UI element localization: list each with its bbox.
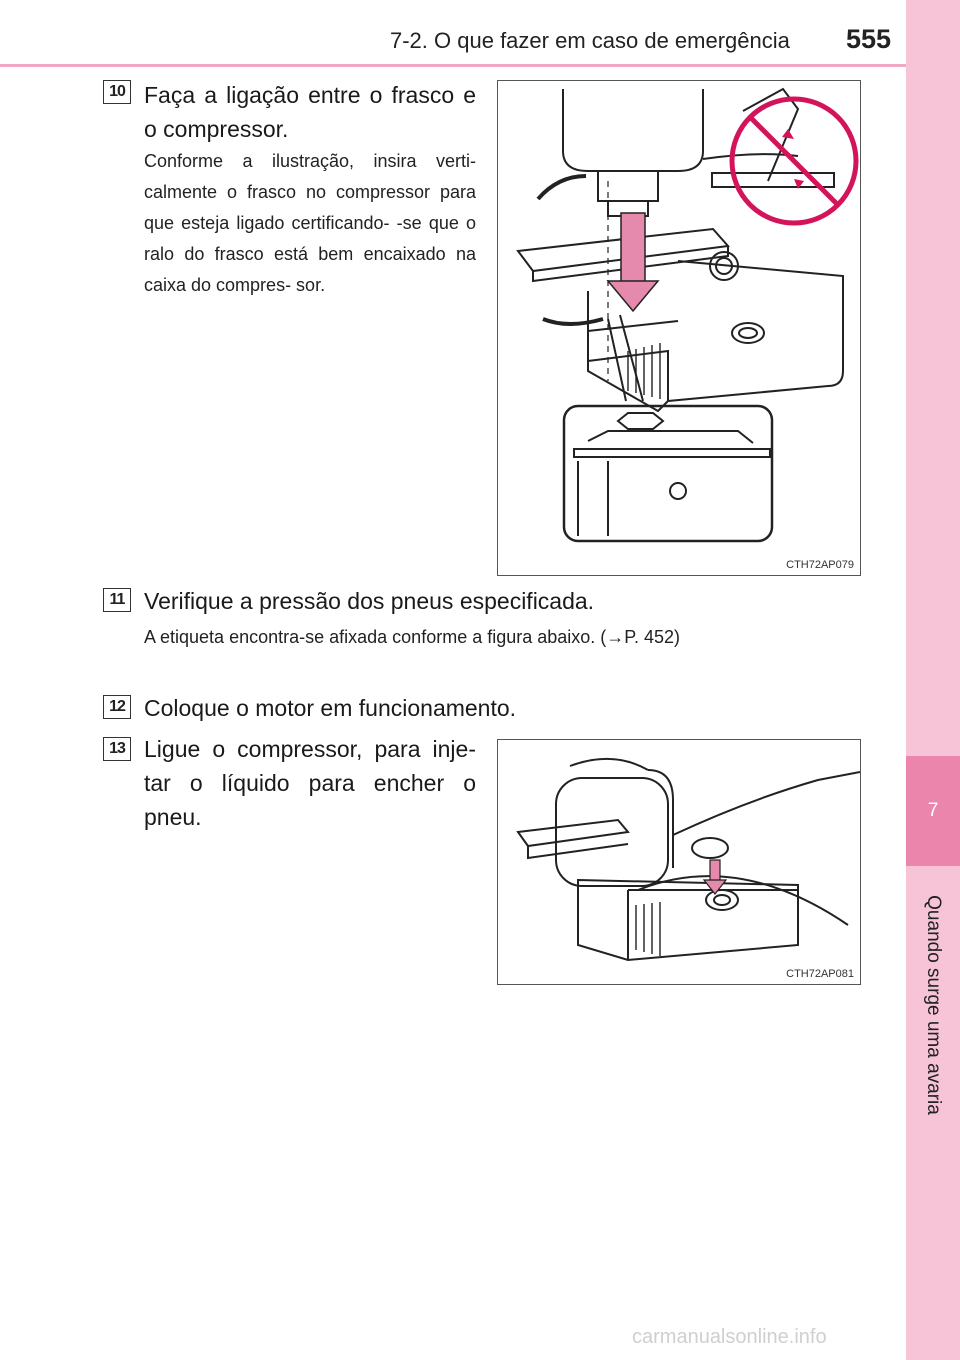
step-number-11: 11 (103, 588, 131, 612)
chapter-tab-label: Quando surge uma avaria (923, 895, 944, 1115)
section-title: 7-2. O que fazer em caso de emergência (390, 28, 790, 53)
figure-bottle-connection (497, 80, 861, 576)
chapter-sidebar (906, 0, 960, 1360)
step-12-title: Coloque o motor em funcionamento. (144, 695, 517, 721)
chapter-tab-number: 7 (927, 800, 939, 821)
step-number-13: 13 (103, 737, 131, 761)
step-number-10: 10 (103, 80, 131, 104)
step-11-title: Verifique a pressão dos pneus especificada. (144, 588, 595, 614)
page-number: 555 (846, 24, 892, 54)
step-11-body: A etiqueta encontra-se afixada conforme a figura abaixo. (→P. 452) (144, 627, 680, 647)
compressor-bottle-connection-icon (498, 81, 860, 575)
compressor-switch-on-icon (498, 740, 860, 984)
figure-compressor-switch (497, 739, 861, 985)
step-10-body: Conforme a ilustração, insira verti- calmente o frasco no compressor para que esteja ligado certificando- -se que o ralo do frasco está bem encaixado na caixa do compres- sor. (144, 151, 476, 295)
header-divider (0, 64, 906, 67)
step-number-12: 12 (103, 695, 131, 719)
step-10-title: Faça a ligação entre o frasco e o compressor. (144, 82, 476, 142)
figure-code: CTH72AP079 (786, 559, 854, 571)
figure-code: CTH72AP081 (786, 968, 854, 980)
watermark: carmanualsonline.info (632, 1326, 827, 1348)
step-13-title: Ligue o compressor, para inje- tar o líquido para encher o pneu. (144, 736, 476, 830)
